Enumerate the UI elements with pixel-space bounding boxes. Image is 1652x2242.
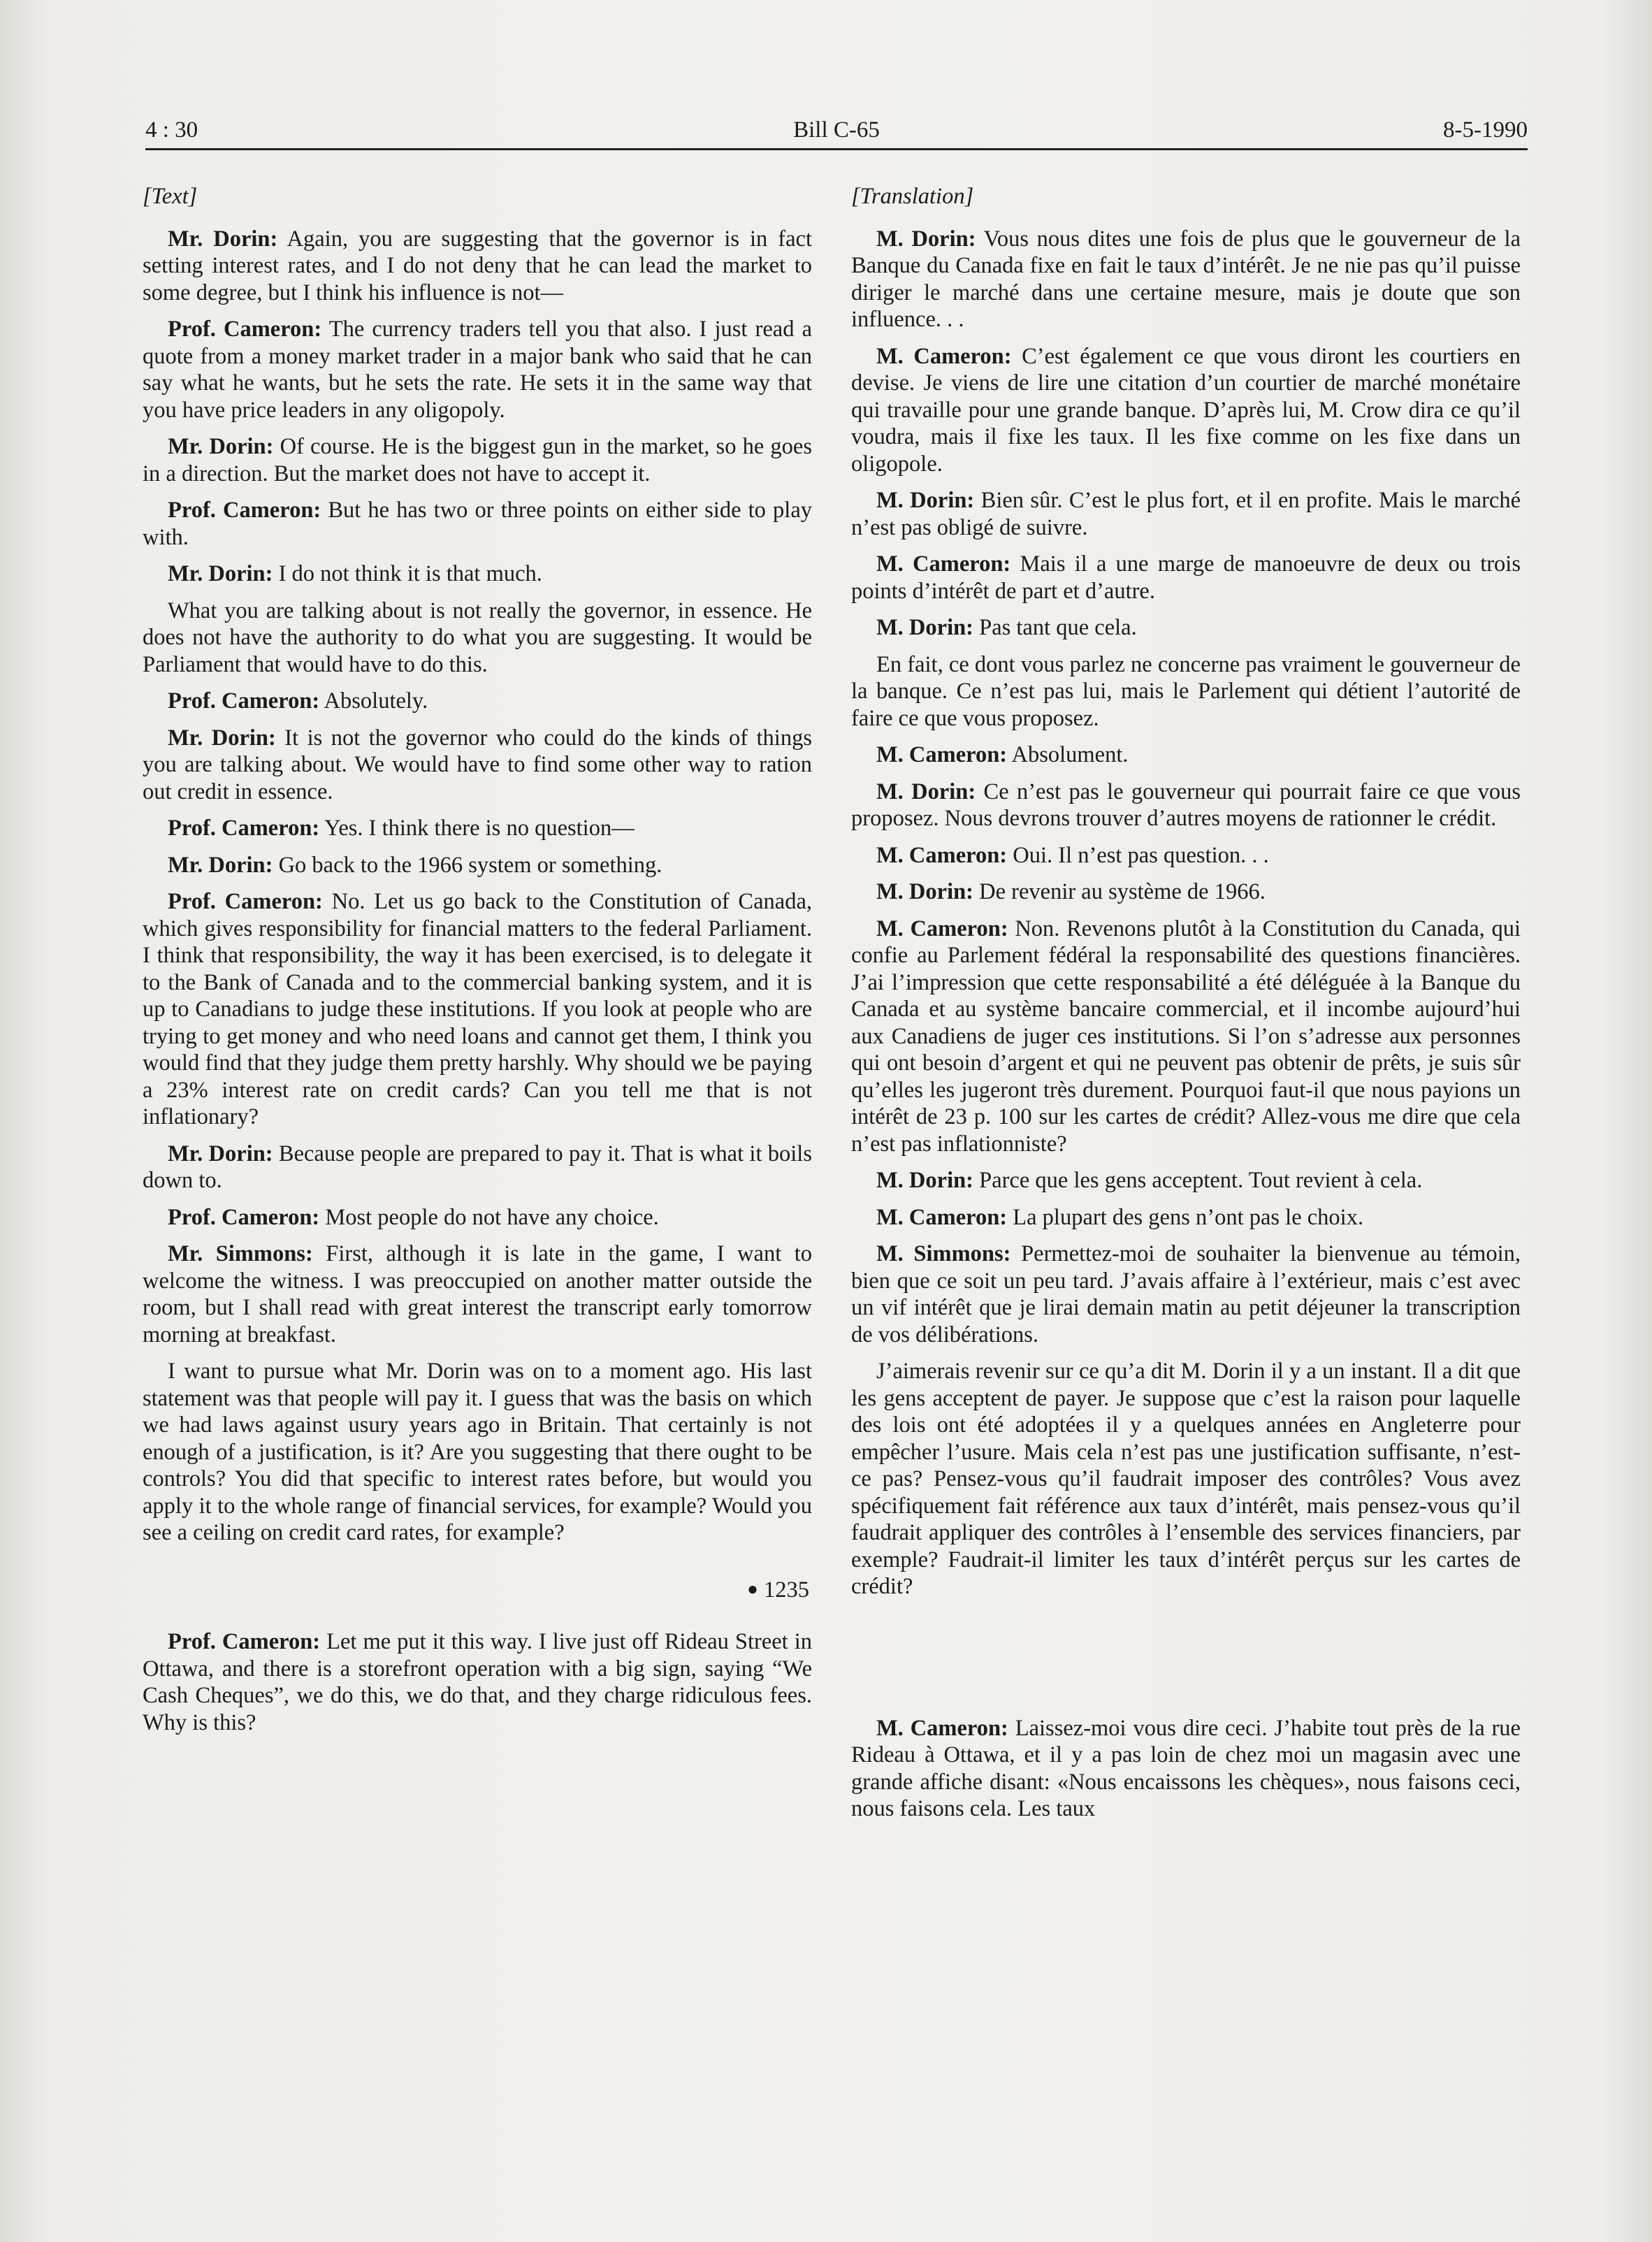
speech-text: It is not the governor who could do the kinds of things you are talking about. We would have to find some other way to ration out credit in essence. <box>143 725 812 804</box>
speech-text: Most people do not have any choice. <box>319 1204 659 1230</box>
column-gap <box>851 1610 1521 1715</box>
speaker-name: M. Dorin: <box>876 226 976 252</box>
speech-text: Go back to the 1966 system or something. <box>273 852 662 878</box>
speech-text: C’est également ce que vous diront les courtiers en devise. Je viens de lire une citation d’un courtier de marché monétaire qui travaille pour une grande banque. D’après lui, M. Crow dira ce qu’il voudra, mais il fixe les taux. Il les fixe comme on les fixe dans un oligopole. <box>851 343 1521 477</box>
speaker-name: M. Cameron: <box>876 551 1011 577</box>
speaker-name: Mr. Dorin: <box>168 561 273 586</box>
transcript-paragraph <box>143 888 812 1131</box>
speech-text: De revenir au système de 1966. <box>973 879 1266 904</box>
language-label: [Text] <box>143 184 198 209</box>
transcript-paragraph <box>851 1167 1521 1194</box>
speech-text: Parce que les gens acceptent. Tout revient à cela. <box>973 1168 1423 1193</box>
transcript-paragraph <box>851 1715 1521 1823</box>
speech-text: I do not think it is that much. <box>273 561 542 586</box>
language-label: [Translation] <box>851 184 974 209</box>
speech-text: Bien sûr. C’est le plus fort, et il en profite. Mais le marché n’est pas obligé de suivre. <box>851 488 1521 540</box>
transcript-paragraph <box>851 487 1521 541</box>
english-column <box>143 183 812 2210</box>
transcript-paragraph <box>851 551 1521 605</box>
speech-text: I want to pursue what Mr. Dorin was on to a moment ago. His last statement was that people will pay it. I guess that was the basis on which we had laws against usury years ago in Britain. That certainly is not enough of a justification, is it? Are you suggesting that there ought to be controls? You did that specific to interest rates before, but would you apply it to the whole range of financial services, for example? Would you see a ceiling on credit card rates, for example? <box>143 1359 812 1545</box>
speaker-name: M. Cameron: <box>876 1204 1008 1230</box>
page-number: 4 : 30 <box>145 117 198 143</box>
speaker-name: Prof. Cameron: <box>168 1629 321 1654</box>
transcript-paragraph <box>143 815 812 842</box>
sitting-date: 8-5-1990 <box>1443 117 1528 143</box>
transcript-paragraph <box>851 343 1521 478</box>
speech-text: First, although it is late in the game, I want to welcome the witness. I was preoccupied on another matter outside the room, but I shall read with great interest the transcript early tomorrow morning at breakfast. <box>143 1241 812 1347</box>
transcript-paragraph <box>143 688 812 715</box>
speech-text: No. Let us go back to the Constitution of Canada, which gives responsibility for financial matters to the federal Parliament. I think that responsibility, the way it has been exercised, is to delegate it to the Bank of Canada and to the commercial banking system, and it is up to Canadians to judge these institutions. If you look at people who are trying to get money and who need loans and cannot get them, I think you would find that they judge them pretty harshly. Why should we be paying a 23% interest rate on credit cards? Can you tell me that is not inflationary? <box>143 889 813 1129</box>
speaker-name: Prof. Cameron: <box>168 688 320 714</box>
page-header <box>145 112 1528 151</box>
speech-text: What you are talking about is not really the governor, in essence. He does not have the authority to do what you are suggesting. It would be Parliament that would have to do this. <box>143 598 812 677</box>
speaker-name: Prof. Cameron: <box>168 317 322 342</box>
speaker-name: Mr. Dorin: <box>168 1141 273 1166</box>
speaker-name: M. Dorin: <box>876 615 973 640</box>
transcript-paragraph <box>851 614 1521 642</box>
transcript-paragraph <box>143 1141 812 1194</box>
speech-text: Again, you are suggesting that the governor is in fact setting interest rates, and I do not deny that he can lead the market to some degree, but I think his influence is not— <box>143 226 812 305</box>
speaker-name: Prof. Cameron: <box>168 816 320 841</box>
transcript-paragraph <box>851 779 1521 832</box>
transcript-paragraph <box>143 1204 812 1231</box>
transcript-paragraph <box>143 497 812 551</box>
speaker-name: M. Dorin: <box>876 488 975 513</box>
speaker-name: M. Cameron: <box>876 916 1008 941</box>
speech-text: Vous nous dites une fois de plus que le gouverneur de la Banque du Canada fixe en fait le taux d’intérêt. Je ne nie pas qu’il puisse diriger le marché dans une certaine mesure, mais je doute que son influence. . . <box>851 226 1521 332</box>
speaker-name: M. Cameron: <box>876 1715 1008 1741</box>
transcript-paragraph <box>851 842 1521 869</box>
english-paragraphs-continued <box>143 1628 812 1736</box>
transcript-paragraph <box>851 1358 1521 1600</box>
transcript-paragraph <box>143 433 812 487</box>
transcript-paragraph <box>851 226 1521 333</box>
speech-text: Non. Revenons plutôt à la Constitution du Canada, qui confie au Parlement fédéral la responsabilité des questions financières. J’ai l’impression que cette responsabilité a été déléguée à la Banque du Canada et au système bancaire commercial, et il incombe aujourd’hui aux Canadiens de juger ces institutions. Si l’on s’adresse aux personnes qui ont besoin d’argent et qui ne peuvent pas obtenir de prêts, je suis sûr qu’elles les jugeront très durement. Pourquoi faut-il que nous payions un intérêt de 23 p. 100 sur les cartes de crédit? Allez-vous me dire que cela n’est pas inflationniste? <box>851 916 1521 1157</box>
speech-text: Because people are prepared to pay it. That is what it boils down to. <box>143 1141 812 1193</box>
speaker-name: Prof. Cameron: <box>168 889 323 914</box>
speaker-name: Prof. Cameron: <box>168 1204 320 1230</box>
speaker-name: Mr. Dorin: <box>168 226 278 252</box>
transcript-paragraph <box>851 742 1521 769</box>
speech-text: Absolument. <box>1007 742 1129 767</box>
speech-text: Pas tant que cela. <box>973 615 1137 640</box>
speech-text: But he has two or three points on either side to play with. <box>143 498 812 550</box>
speaker-name: Mr. Dorin: <box>168 434 274 459</box>
speaker-name: Mr. Simmons: <box>168 1241 313 1266</box>
speaker-name: M. Simmons: <box>876 1241 1011 1266</box>
transcript-paragraph <box>143 1628 812 1736</box>
speaker-name: M. Cameron: <box>876 742 1008 767</box>
speech-text: Laissez-moi vous dire ceci. J’habite tout près de la rue Rideau à Ottawa, et il y a pas loin de chez moi un magasin avec une grande affiche disant: «Nous encaissons les chèques», nous faisons ceci, nous faisons cela. Les taux <box>851 1715 1521 1821</box>
english-paragraphs <box>143 226 812 1547</box>
speech-text: Absolutely. <box>319 688 428 714</box>
transcript-paragraph <box>851 916 1521 1158</box>
speaker-name: Mr. Dorin: <box>168 852 273 878</box>
transcript-paragraph <box>851 651 1521 732</box>
speaker-name: M. Dorin: <box>876 1168 973 1193</box>
speech-text: Ce n’est pas le gouverneur qui pourrait faire ce que vous proposez. Nous devrons trouver d’autres moyens de rationner le crédit. <box>851 779 1521 831</box>
speech-text: La plupart des gens n’ont pas le choix. <box>1007 1204 1364 1230</box>
time-marker: ● 1235 <box>747 1577 809 1603</box>
speaker-name: Mr. Dorin: <box>168 725 276 751</box>
french-paragraphs <box>851 226 1521 1600</box>
french-column <box>851 183 1521 2210</box>
transcript-paragraph <box>143 1358 812 1547</box>
header-rule <box>145 148 1528 150</box>
transcript-paragraph <box>851 1241 1521 1348</box>
transcript-paragraph <box>143 226 812 307</box>
bullet-icon: ● <box>747 1578 758 1599</box>
transcript-paragraph <box>143 560 812 588</box>
speech-text: Let me put it this way. I live just off Rideau Street in Ottawa, and there is a storefront operation with a big sign, saying “We Cash Cheques”, we do this, we do that, and they charge ridiculous fees. Why is this? <box>143 1629 812 1735</box>
speaker-name: M. Cameron: <box>876 842 1008 868</box>
speech-text: J’aimerais revenir sur ce qu’a dit M. Dorin il y a un instant. Il a dit que les gens acceptent de payer. Je suppose que c’est la raison pour laquelle des lois ont été adoptées il y a quelques années en Angleterre pour empêcher l’usure. Mais cela n’est pas une justification suffisante, n’est-ce pas? Pensez-vous qu’il faudrait imposer des contrôles? Vous avez spécifiquement fait référence aux taux d’intérêt, mais pensez-vous qu’il faudrait appliquer des contrôles à l’ensemble des services financiers, par exemple? Faudrait-il limiter les taux d’intérêt perçus sur les cartes de crédit? <box>851 1359 1521 1599</box>
transcript-paragraph <box>143 316 812 424</box>
speaker-name: M. Dorin: <box>876 879 973 904</box>
speech-text: The currency traders tell you that also. I just read a quote from a money market trader in a major bank who said that he can say what he wants, but he sets the rate. He sets it in the same way that you have price leaders in any oligopoly. <box>143 317 812 423</box>
transcript-paragraph <box>143 725 812 806</box>
transcript-paragraph <box>851 1204 1521 1231</box>
speech-text: Of course. He is the biggest gun in the market, so he goes in a direction. But the market does not have to accept it. <box>143 434 812 486</box>
speech-text: Oui. Il n’est pas question. . . <box>1007 842 1269 868</box>
speaker-name: Prof. Cameron: <box>168 498 321 523</box>
speaker-name: M. Dorin: <box>876 779 976 804</box>
speaker-name: M. Cameron: <box>876 343 1012 369</box>
speech-text: Mais il a une marge de manoeuvre de deux ou trois points d’intérêt de part et d’autre. <box>851 551 1521 604</box>
transcript-paragraph <box>143 852 812 879</box>
transcript-paragraph <box>143 598 812 679</box>
transcript-paragraph <box>851 878 1521 906</box>
speech-text: Permettez-moi de souhaiter la bienvenue au témoin, bien que ce soit un peu tard. J’avais affaire à l’extérieur, mais c’est avec un vif intérêt que je lirai demain matin au petit déjeuner la transcription de vos délibérations. <box>851 1241 1521 1347</box>
french-paragraphs-continued <box>851 1715 1521 1823</box>
speech-text: Yes. I think there is no question— <box>319 816 635 841</box>
speech-text: En fait, ce dont vous parlez ne concerne pas vraiment le gouverneur de la banque. Ce n’est pas lui, mais le Parlement qui détient l’autorité de faire ce que vous proposez. <box>851 651 1521 731</box>
bill-title: Bill C-65 <box>793 117 880 143</box>
transcript-paragraph <box>143 1241 812 1348</box>
